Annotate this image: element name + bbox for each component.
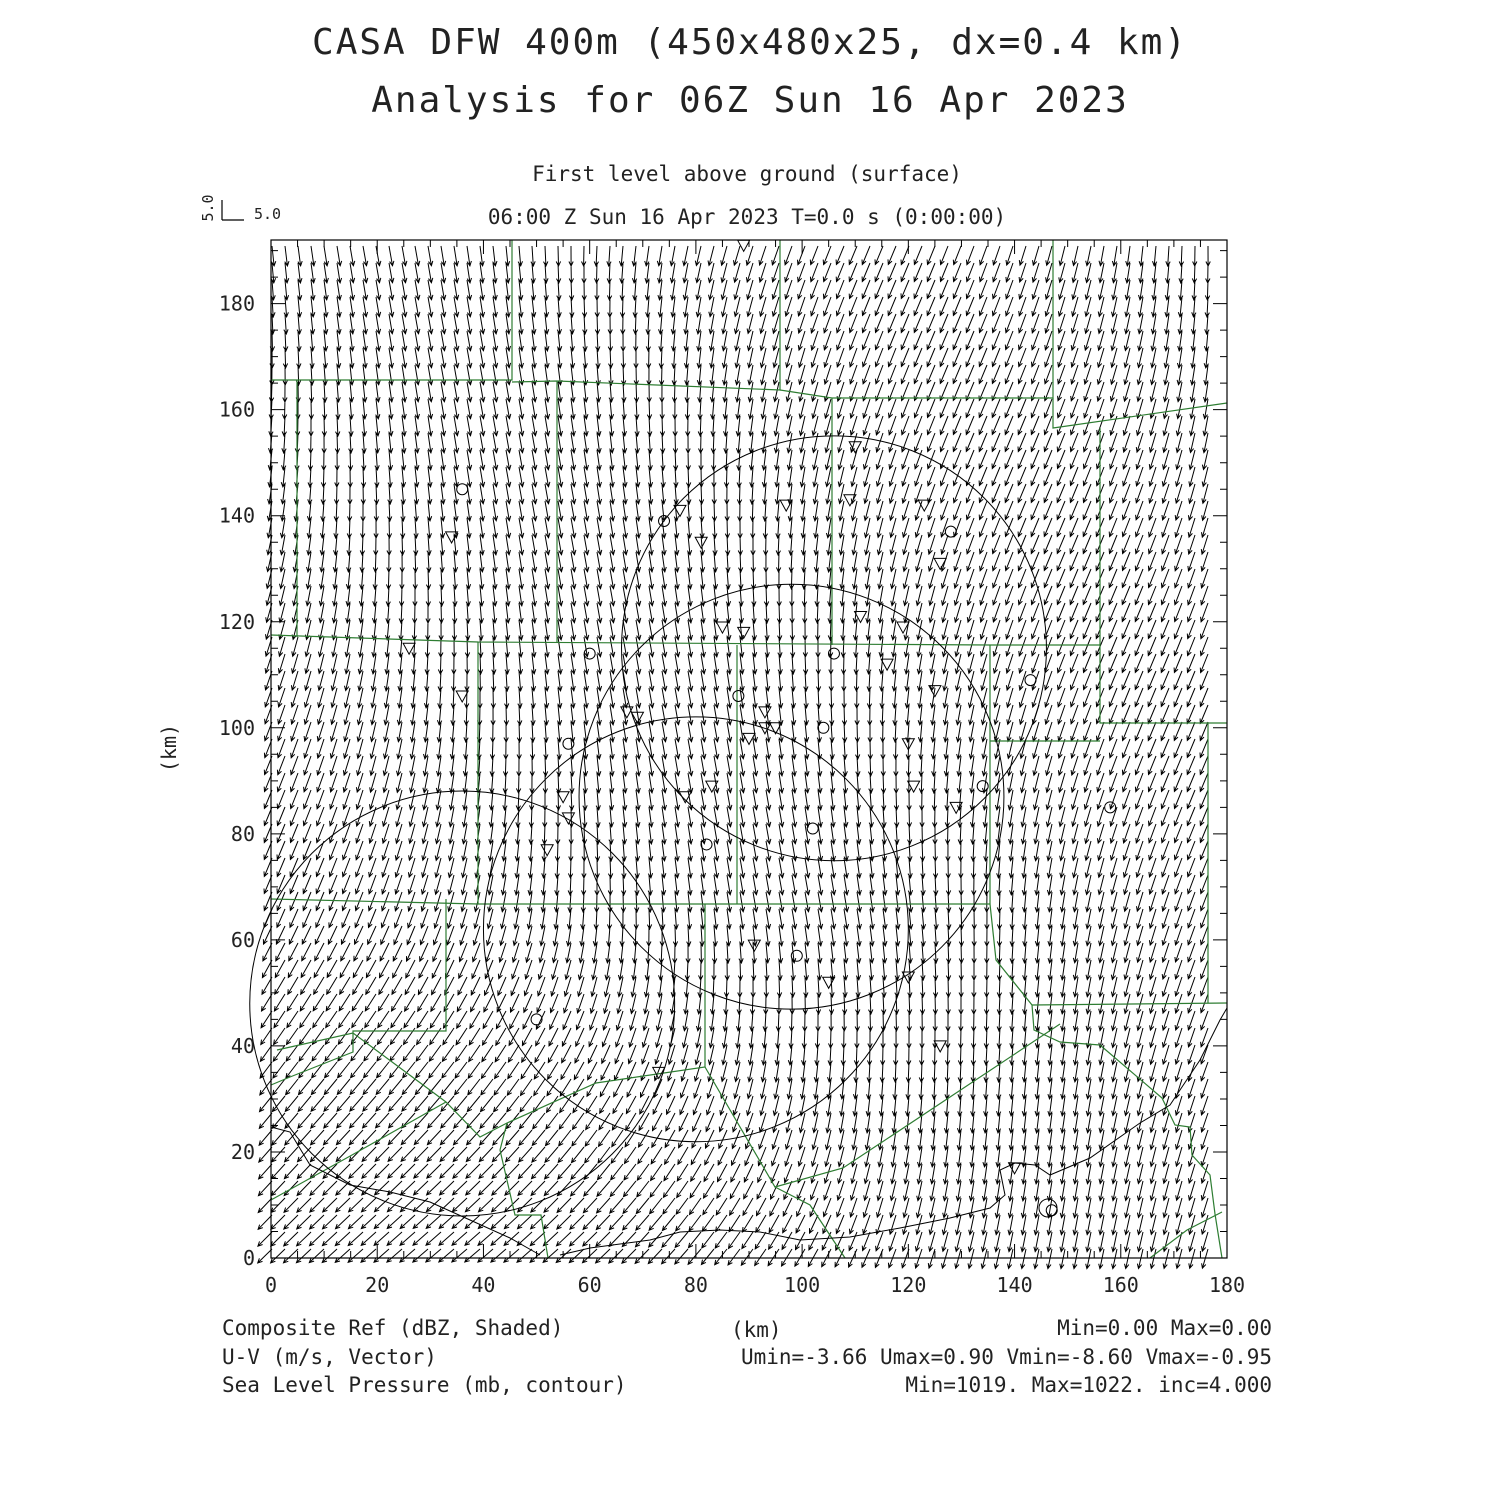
- station-circle-marker: [531, 1014, 542, 1025]
- y-tick-label: 100: [218, 715, 255, 740]
- vector-key-u-label: 5.0: [254, 205, 282, 223]
- station-circle-marker: [945, 526, 956, 537]
- y-axis-label: (km): [157, 723, 181, 773]
- wind-vector-field: [258, 246, 1211, 1269]
- station-circle-marker: [563, 738, 574, 749]
- y-tick-labels: [219, 292, 255, 1270]
- x-tick-label: 180: [1208, 1273, 1246, 1297]
- y-tick-label: 40: [230, 1033, 255, 1058]
- x-tick-label: 0: [264, 1273, 278, 1297]
- level-label: First level above ground (surface): [532, 162, 962, 186]
- y-tick-label: 60: [230, 927, 255, 952]
- y-tick-label: 180: [218, 291, 255, 316]
- radar-range-rings: [250, 436, 1047, 1216]
- legend-reflectivity-label: Composite Ref (dBZ, Shaded): [222, 1316, 564, 1340]
- axis-ticks: [271, 240, 1227, 1258]
- x-tick-label: 160: [1102, 1273, 1139, 1297]
- x-tick-label: 140: [996, 1273, 1033, 1297]
- legend-reflectivity-stats: Min=0.00 Max=0.00: [1057, 1316, 1272, 1340]
- x-tick-label: 60: [577, 1273, 602, 1297]
- station-triangle-marker: [881, 659, 893, 670]
- station-triangle-marker: [759, 707, 771, 718]
- x-tick-labels: [265, 1273, 1245, 1297]
- legend-wind-label: U-V (m/s, Vector): [222, 1345, 437, 1369]
- vector-key: [199, 194, 281, 223]
- x-axis-label: (km): [731, 1318, 782, 1342]
- station-circle-marker: [807, 823, 818, 834]
- y-tick-label: 0: [242, 1246, 255, 1270]
- wind-vector-arrows: [258, 246, 1211, 1269]
- legend-wind-stats: Umin=-3.66 Umax=0.90 Vmin=-8.60 Vmax=-0.95: [740, 1345, 1272, 1369]
- station-triangle-marker: [541, 845, 553, 856]
- station-markers: [403, 240, 1116, 1215]
- valid-time-label: 06:00 Z Sun 16 Apr 2023 T=0.0 s (0:00:00): [487, 205, 1007, 229]
- x-tick-label: 20: [365, 1273, 390, 1297]
- y-tick-label: 20: [230, 1139, 255, 1164]
- station-triangle-marker: [716, 622, 728, 633]
- legend-pressure-label: Sea Level Pressure (mb, contour): [222, 1373, 627, 1397]
- y-tick-label: 120: [218, 609, 255, 634]
- y-tick-label: 80: [230, 821, 255, 846]
- station-triangle-marker: [748, 940, 760, 951]
- x-tick-label: 100: [784, 1273, 821, 1297]
- y-tick-label: 140: [218, 503, 255, 528]
- station-circle-marker: [1025, 675, 1036, 686]
- station-circle-marker: [733, 690, 744, 701]
- radar-range-ring: [579, 584, 1004, 1009]
- station-circle-marker: [584, 648, 595, 659]
- station-circle-marker: [818, 722, 829, 733]
- station-triangle-marker: [738, 240, 750, 251]
- x-tick-label: 40: [471, 1273, 496, 1297]
- chart-title-line1: CASA DFW 400m (450x480x25, dx=0.4 km): [312, 22, 1188, 63]
- legend-pressure-stats: Min=1019. Max=1022. inc=4.000: [905, 1373, 1272, 1397]
- county-boundaries: [271, 240, 1227, 1258]
- chart-title-line2: Analysis for 06Z Sun 16 Apr 2023: [371, 80, 1129, 121]
- station-circle-marker: [701, 839, 712, 850]
- tick-marks: [271, 240, 1227, 1258]
- station-triangle-marker: [403, 643, 415, 654]
- plot-frame: [271, 240, 1227, 1258]
- vector-key-v-label: 5.0: [199, 194, 217, 222]
- y-tick-label: 160: [218, 397, 255, 422]
- station-circle-marker: [457, 484, 468, 495]
- x-tick-label: 80: [683, 1273, 708, 1297]
- x-tick-label: 120: [890, 1273, 927, 1297]
